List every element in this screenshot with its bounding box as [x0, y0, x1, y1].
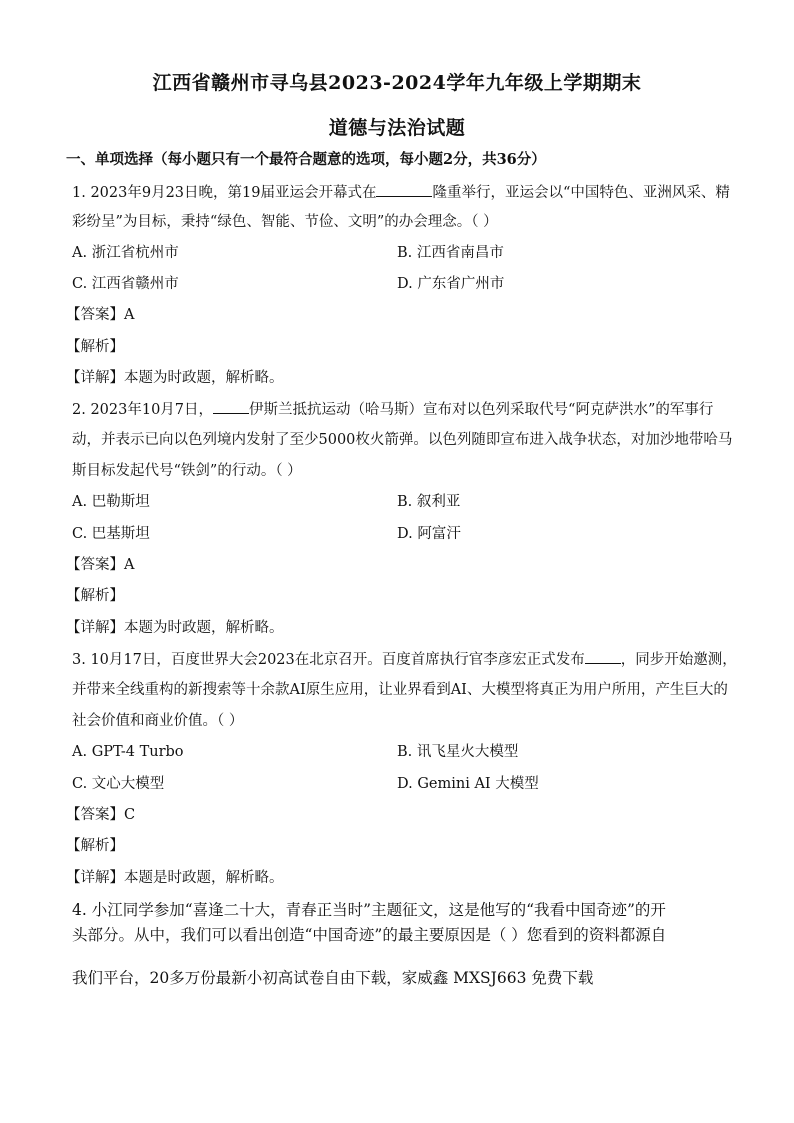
question-2-stem-line-3: 斯目标发起代号“铁剑”的行动。（ ） [72, 463, 302, 479]
stem-text: ，同步开始邀测， [620, 652, 737, 668]
question-1-stem-line-1 [72, 182, 730, 203]
question-2-option-a: A. 巴勒斯坦 [72, 494, 150, 510]
answer-blank [376, 182, 432, 197]
footer-watermark-text: 我们平台，20多万份最新小初高试卷自由下载，家威鑫 MXSJ663 免费下载 [72, 969, 594, 987]
question-2-option-b: B. 叙利亚 [397, 494, 461, 510]
question-3-option-a: A. GPT-4 Turbo [72, 744, 184, 760]
question-2-analysis: 【解析】 [66, 588, 124, 604]
section-heading: 一、单项选择（每小题只有一个最符合题意的选项，每小题2分，共36分） [66, 151, 546, 168]
question-1-detail: 【详解】本题为时政题，解析略。 [66, 370, 284, 386]
question-3-option-d: D. Gemini AI 大模型 [397, 776, 539, 792]
question-1-option-b: B. 江西省南昌市 [397, 245, 504, 261]
answer-blank [585, 649, 621, 664]
stem-text: 3. 10月17日，百度世界大会2023在北京召开。百度首席执行官李彦宏正式发布 [72, 652, 585, 668]
question-3-stem-line-1 [72, 649, 737, 670]
question-2-option-d: D. 阿富汗 [397, 526, 461, 542]
stem-text: 1. 2023年9月23日晚，第19届亚运会开幕式在 [72, 185, 377, 201]
question-1-analysis: 【解析】 [66, 339, 124, 355]
stem-text: 伊斯兰抵抗运动（哈马斯）宣布对以色列采取代号“阿克萨洪水”的军事行 [249, 402, 714, 418]
question-1-stem-line-2: 彩纷呈”为目标，秉持“绿色、智能、节俭、文明”的办会理念。（ ） [72, 214, 498, 230]
document-title: 江西省赣州市寻乌县2023-2024学年九年级上学期期末 [152, 72, 642, 94]
question-1-option-a: A. 浙江省杭州市 [72, 245, 179, 261]
question-2-answer: 【答案】A [66, 557, 135, 573]
question-4-stem-line-2: 头部分。从中，我们可以看出创造“中国奇迹”的最主要原因是（ ）您看到的资料都源自 [72, 926, 667, 944]
question-3-answer: 【答案】C [66, 807, 136, 823]
question-2-stem-line-1 [72, 399, 722, 420]
question-3-stem-line-3: 社会价值和商业价值。（ ） [72, 713, 244, 729]
question-1-option-d: D. 广东省广州市 [397, 276, 505, 292]
question-3-analysis: 【解析】 [66, 838, 124, 854]
question-1-option-c: C. 江西省赣州市 [72, 276, 179, 292]
question-3-stem-line-2: 并带来全线重构的新搜索等十余款AI原生应用，让业界看到AI、大模型将真正为用户所用，产生巨大的 [72, 682, 728, 698]
document-subtitle: 道德与法治试题 [328, 117, 466, 139]
question-2-detail: 【详解】本题为时政题，解析略。 [66, 620, 284, 636]
stem-text: 隆重举行，亚运会以“中国特色、亚洲风采、精 [432, 185, 730, 201]
question-1-answer: 【答案】A [66, 307, 135, 323]
question-3-option-c: C. 文心大模型 [72, 776, 165, 792]
question-2-option-c: C. 巴基斯坦 [72, 526, 150, 542]
question-3-detail: 【详解】本题是时政题，解析略。 [66, 870, 284, 886]
answer-blank [213, 399, 249, 414]
question-4-stem-line-1: 4. 小江同学参加“喜逢二十大，青春正当时”主题征文，这是他写的“我看中国奇迹”的开 [72, 901, 666, 919]
question-2-stem-line-2: 动，并表示已向以色列境内发射了至少5000枚火箭弹。以色列随即宣布进入战争状态，对加沙地带哈马 [72, 432, 733, 448]
question-3-option-b: B. 讯飞星火大模型 [397, 744, 519, 760]
stem-text: 2. 2023年10月7日， [72, 402, 214, 418]
